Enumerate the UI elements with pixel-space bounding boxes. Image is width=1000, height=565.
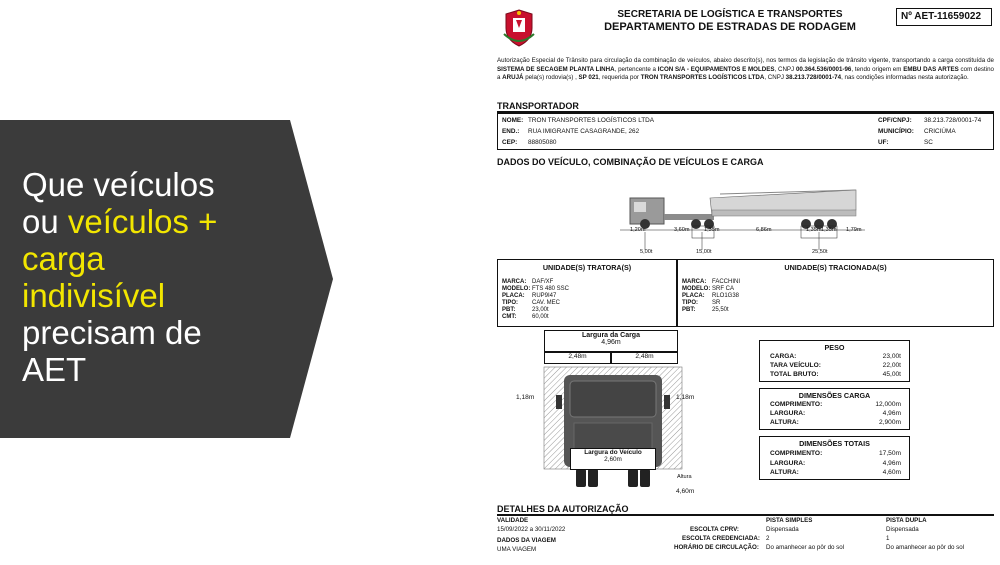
dim-4: 6,86m (756, 227, 772, 233)
escolta-cprv-label: ESCOLTA CPRV: (690, 526, 739, 533)
weight-2: 15,00t (696, 249, 712, 255)
pista-simples-label: PISTA SIMPLES (766, 517, 813, 524)
transportador-nome: TRON TRANSPORTES LOGÍSTICOS LTDA (528, 117, 655, 124)
validade-label: VALIDADE (497, 517, 529, 524)
escolta-credenciada-simples: 2 (766, 535, 770, 542)
side-right-dim: 1,18m (676, 394, 695, 401)
sao-paulo-coat-of-arms-icon (500, 8, 538, 48)
transportador-cnpj: 38.213.728/0001-74 (924, 117, 982, 124)
transportador-uf: SC (924, 139, 933, 146)
dim-5: 1,35m (806, 227, 822, 233)
largura-veiculo-box: Largura do Veículo 2,60m (570, 448, 656, 470)
altura-label: Altura (677, 474, 692, 480)
pista-dupla-label: PISTA DUPLA (886, 517, 927, 524)
escolta-credenciada-dupla: 1 (886, 535, 890, 542)
escolta-cprv-simples: Dispensada (766, 526, 799, 533)
tratora-title: UNIDADE(S) TRATORA(S) (542, 263, 632, 272)
callout-line-2-pre: ou (22, 203, 68, 240)
horario-dupla: Do amanhecer ao pôr do sol (886, 544, 965, 551)
largura-carga-box: Largura da Carga 4,96m (544, 330, 678, 352)
detalhes-title: DETALHES DA AUTORIZAÇÃO (497, 504, 629, 514)
callout-line-2 (22, 203, 292, 240)
transportador-endereco: RUA IMIGRANTE CASAGRANDE, 262 (528, 128, 640, 135)
transportador-box: NOME: TRON TRANSPORTES LOGÍSTICOS LTDA END.: RUA IMIGRANTE CASAGRANDE, 262 CEP: 88805080 CPF/CNPJ: 38.213.728/0001-74 MUNICÍPIO: CRICIÚMA UF: SC (497, 113, 994, 150)
transportador-municipio: CRICIÚMA (924, 128, 956, 135)
callout-line-3: carga (22, 240, 105, 277)
truck-side-view-diagram (620, 180, 870, 260)
half-right-box: 2,48m (611, 352, 678, 364)
dados-viagem-label: DADOS DA VIAGEM (497, 537, 556, 544)
validade-value: 15/09/2022 a 30/11/2022 (497, 526, 566, 533)
horario-label: HORÁRIO DE CIRCULAÇÃO: (674, 544, 759, 551)
aet-number-box: Nº AET-11659022 (896, 8, 992, 26)
escolta-credenciada-label: ESCOLTA CREDENCIADA: (682, 535, 760, 542)
dimensoes-carga-panel: DIMENSÕES CARGA COMPRIMENTO: 12,000m LARGURA: 4,96m ALTURA: 2,900m (759, 388, 910, 430)
half-left-box: 2,48m (544, 352, 611, 364)
weight-1: 5,00t (640, 249, 653, 255)
callout-line-4: indivisível (22, 277, 166, 314)
aet-document (490, 0, 1000, 565)
detalhes-rule (497, 514, 994, 516)
header-departamento: DEPARTAMENTO DE ESTRADAS DE RODAGEM (604, 21, 856, 33)
dim-2: 3,60m (674, 227, 690, 233)
weight-3: 25,50t (812, 249, 828, 255)
header-secretaria: SECRETARIA DE LOGÍSTICA E TRANSPORTES (617, 9, 843, 20)
peso-panel: PESO CARGA: 23,00t TARA VEÍCULO: 22,00t TOTAL BRUTO: 45,00t (759, 340, 910, 382)
escolta-cprv-dupla: Dispensada (886, 526, 919, 533)
transportador-cep: 88805080 (528, 139, 557, 146)
dim-7: 1,79m (846, 227, 862, 233)
callout-line-6: AET (22, 351, 87, 388)
units-section (497, 259, 994, 329)
horario-simples: Do amanhecer ao pôr do sol (766, 544, 845, 551)
callout-line-5: precisam de (22, 314, 202, 351)
dim-1: 1,20m (630, 227, 646, 233)
tratora-box: UNIDADE(S) TRATORA(S) MARCA: DAF/XF MODELO: FTS 480 SSC PLACA: RUP9I47 TIPO: CAV. MEC PBT: 23,00t CMT: 60,00t (497, 259, 677, 327)
dados-viagem-value: UMA VIAGEM (497, 546, 537, 553)
slide-left-area (0, 0, 470, 565)
dim-6: 1,35m (821, 227, 837, 233)
callout-line-2-highlight: veículos + (67, 203, 218, 240)
altura-value: 4,60m (676, 488, 695, 495)
transportador-title: TRANSPORTADOR (497, 101, 579, 111)
side-left-dim: 1,18m (516, 394, 535, 401)
intro-paragraph: Autorização Especial de Trânsito para circulação da combinação de veículos, abaixo descrito(s), nos termos da legislação de trânsito vigente, transportando a carga constituída de SISTEMA DE SECAGEM PLANTA LINHA, pertencente a ICON S/A - EQUIPAMENTOS E MOLDES, CNPJ 00.364.536/0001-96, tendo origem em EMBU DAS ARTES com destino a ARUJÁ pela(s) rodovia(s) , SP 021, requerida por TRON TRANSPORTES LOGÍSTICOS LTDA, CNPJ 38.213.728/0001-74, nas condições informadas nesta autorização. (497, 57, 994, 82)
truck-front-view-diagram (540, 365, 685, 495)
dim-3: 1,35m (704, 227, 720, 233)
callout-text (22, 166, 292, 388)
tracionada-title: UNIDADE(S) TRACIONADA(S) (784, 263, 887, 272)
tracionada-box: UNIDADE(S) TRACIONADA(S) MARCA: FACCHINI MODELO: SRF CA PLACA: RLO1G38 TIPO: SR PBT: 25,50t (677, 259, 994, 327)
dados-veiculo-title: DADOS DO VEÍCULO, COMBINAÇÃO DE VEÍCULOS E CARGA (497, 157, 764, 167)
dimensoes-totais-panel: DIMENSÕES TOTAIS COMPRIMENTO: 17,50m LARGURA: 4,96m ALTURA: 4,60m (759, 436, 910, 480)
callout-line-1: Que veículos (22, 166, 215, 203)
